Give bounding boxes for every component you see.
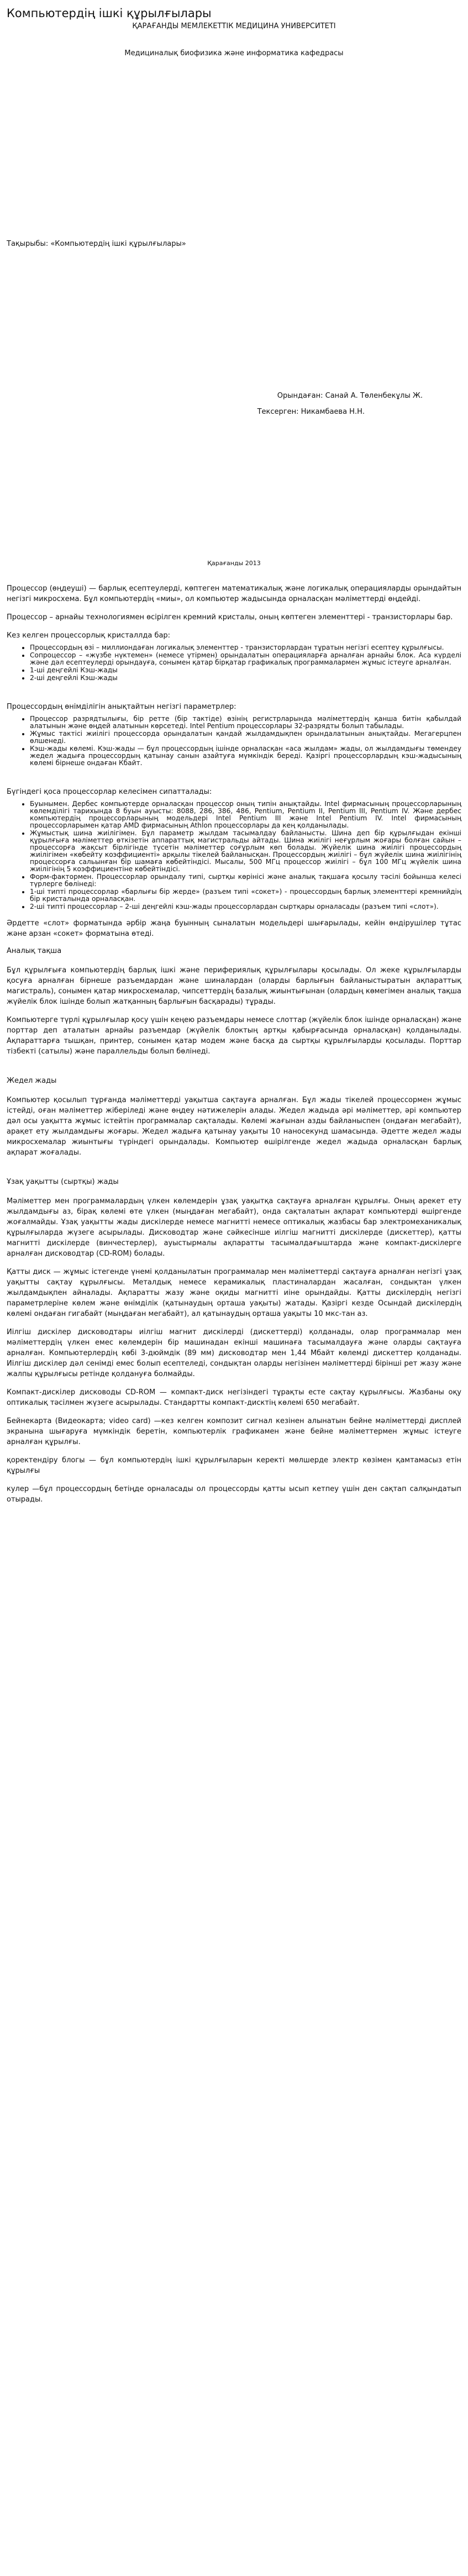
params-list xyxy=(7,715,461,767)
document-title: Компьютердің ішкі құрылғылары xyxy=(7,7,212,20)
intro-paragraph-1: Процессор (өңдеуші) — барлық есептеулерді, көптеген математикалық және логикалық операцияларды орындайтын негізгі микросхема. Бұл компьютердің «миы», ол компьютер жадысында орналасқан мәліметтерді өңдейді. xyxy=(7,584,461,603)
university-name: ҚАРАҒАНДЫ МЕМЛЕКЕТТІК МЕДИЦИНА УНИВЕРСИТЕТІ xyxy=(132,22,336,30)
author-block xyxy=(7,392,461,416)
list-item: • Жұмыс тактісі жиілігі процессорда орындалатын қандай жылдамдықпен орындалатынын анықтайды. Мегагерцпен өлшенеді. xyxy=(30,730,461,745)
list-item: • Сопроцессор – «жүзбе нүктемен» (немесе үтірмен) орындалатын операцияларға арналған арнайы блок. Аса күрделі және дәл есептеулерді орындауға, сонымен қатар бірқатар графикалық программалармен жұмыс істеуге арналған. xyxy=(30,652,461,666)
ram-paragraph-1: Компьютер қосылып тұрғанда мәліметтерді уақытша сақтауға арналған. Бұл жады тікелей процессормен жұмыс істейді, оған мәліметтер жіберіледі және өңдеу нәтижелерін алады. Жедел жадыда әрі мәліметтер, әрі компьютер дәл осы уақытта жұмыс істейтін программалар сақталады. Көлемі жағынан азды байланыспен (ондаған мегабайт), арақет ету жылдамдығы жоғары. Жедел жадыға қатынау уақыты 10 наносекунд шамасында. Әдетте жедел жады микросхемалар жиынтығы түріндегі орындалады. Компьютер өшірілгенде жедел жадыда орналасқан барлық ақпарат жоғалады. xyxy=(7,1096,461,1157)
ram-heading: Жедел жады xyxy=(7,1077,57,1085)
list-item: • 1-ші типті процессорлар «барлығы бір жерде» (разъем типі «сокет») - процессордың барлық элементтері кремнийдің бір кристалында орналасқан. xyxy=(30,888,461,903)
features-heading: Бүгіндегі қоса процессорлар келесімен сипатталады: xyxy=(7,788,212,796)
storage-paragraph-4: Компакт-дискілер дисководы CD-ROM — компакт-диск негізіндегі тұрақты есте сақтау құрылғысы. Жазбаны оқу оптикалық тәсілмен жүзеге асырылады. Стандартты компакт-дисктің көлемі 650 мегабайт. xyxy=(7,1388,461,1407)
intro-paragraph-2: Процессор – арнайы технологиямен өсірілген кремний кристалы, оның көптеген элементтері - транзисторлары бар. xyxy=(7,613,453,621)
params-heading: Процессордың өнімділігін анықтайтын негізгі параметрлер: xyxy=(7,703,236,711)
list-item: • Жұмыстық шина жиілігімен. Бұл параметр жылдам тасымалдау байланысты. Шина деп бір құрылғыдан екінші құрылғыға мәліметтер өткізетін аппараттық магистральды айтады. Шина жиілігі неғұрлым жоғары болған сайын – процессорға жақсыт бірлігінде түсетін мәліметтер соғұрлым көп болады. Жүйелік шина жиілігі процессордың жиілігімен «көбейту коэффициенті» арқылы тікелей байланысқан. Процессордың жиілігі – бұл жүйелік шина жиілігінің процессорға сальынған бір шамаға көбейтіндісі. Мысалы, 500 МГц процессор жиілігі – бұл 100 МГц жүйелік шина жиілігінің 5 коэффициентіне көбейтіндісі. xyxy=(30,830,461,873)
motherboard-paragraph-2: Компьютерге түрлі құрылғылар қосу үшін кеңею разъемдары немесе слоттар (жүйелік блок ішінде орналасқан) және порттар деп аталатын арнайы разъемдар (жүйелік блоктың артқы қабырғасында орналасқан) қолданылады. Ақпараттарға тышқан, принтер, сонымен қатар модем және басқа да сыртқы құрылғыларды қосылады. Порттар тізбекті (сатылы) және параллельды болып бөлінеді. xyxy=(7,1016,461,1056)
section-spacer xyxy=(7,1166,461,1178)
author-line: Орындаған: Санай А. Төленбекұлы Ж. xyxy=(277,392,423,400)
motherboard-paragraph-1: Бұл құрылғыға компьютердің барлық ішкі және перифериялық құрылғылары қосылады. Ол жеке құрылғыларды қосуға арналған бірнеше разъемдардан және шиналардан (оларды барлығын байланыстыратын ақпараттық магистраль), сонымен қатар микросхемалар, чипсеттердің базалық жиынтығынан (олардың көмегімен аналық тақша жүйелік блок ішінде болып жатқанның барлығын басқарады) тұрады. xyxy=(7,966,461,1006)
city-year: Қарағанды 2013 xyxy=(207,560,261,567)
crystal-list-heading: Кез келген процессорлық кристаллда бар: xyxy=(7,631,171,640)
topic-line: Тақырыбы: «Компьютердің ішкі құрылғылары» xyxy=(7,240,186,248)
storage-paragraph-1: Мәліметтер мен программалардың үлкен көлемдерін ұзақ уақытқа сақтауға арналған құрылғы. Оның арекет ету жылдамдығы аз, бірақ көлемі өте үлкен (мыңдаған мегабайт), онда сақталатын ақпарат компьютерді өшіргенде жоғалмайды. Ұзақ уақытты жады дискілерде немесе магнитті немесе оптикалық жазбасы бар электромеханикалық құрылғыларда жүзеге асырылады. Дисководтар және сәйкесінше иілгіш магнитті дискілерде (дискеттер), қатты магнитті дискілерде (винчестерлер), ауыстырмалы ақпаратты тасымалдағыштарда және компакт-дискілерге арналған дисководтар (CD-ROM) болады. xyxy=(7,1197,461,1258)
list-item: • Процессор разрядтылығы, бір ретте (бір тактіде) өзінің регистрларында мәліметтердің қанша битін қабылдай алатынын және өңдей алатынын көрсетеді. Intel Pentium процессорлары 32-разрядты болып табылады. xyxy=(30,715,461,730)
section-spacer xyxy=(7,1065,461,1077)
list-item: • 2-ші типті процессорлар – 2-ші деңгейлі кэш-жады процессорлардан сыртқары орналасады (разъем типі «слот»). xyxy=(30,903,461,910)
closing-note: Әрдетте «слот» форматында әрбір жаңа буынның сыналатын модельдері шығарылады, кейін өндірушілер тұтас және арзан «сокет» форматына өтеді. xyxy=(7,919,461,938)
crystal-list xyxy=(7,644,461,682)
motherboard-heading: Аналық тақша xyxy=(7,947,62,955)
department-name: Медициналық биофизика және информатика кафедрасы xyxy=(124,49,344,57)
storage-paragraph-3: Иілгіш дискілер дисководтары иілгіш магнит дискілерді (дискеттерді) қолданады, олар программалар мен мәліметтердің үлкен емес көлемдерін бір машинадан екінші машинаға тасымалдауға және оларды сақтауға арналған. Компьютерлердің көбі 3-дюймдік (89 мм) дисководтар мен 1,44 Мбайт көлемді дискеттер қолданады. Иілгіш дискілер дәл сенімді емес болып есептеледі, сондықтан оларды негізінен мәліметтерді бірінші рет жазу және жалпы құрылғысы ретінде қолдануға болмайды. xyxy=(7,1328,461,1378)
list-item: • 2-ші деңгейлі Кэш-жады xyxy=(30,675,461,682)
list-item: • Буынымен. Дербес компьютерде орналасқан процессор оның типін анықтайды. Intel фирмасының процессорларының көлемділігі тарихында 8 буын ауысты: 8088, 286, 386, 486, Pentium, Pentium II, Pentium III, Pentium IV. Және дербес компьютердің процессорларының модельдері Intel Pentium III және Intel Pentium IV. Intel фирмасының процессорларымен қатар AMD фирмасының Athlon процессорлары да кең қолданылады. xyxy=(30,800,461,829)
power-supply-paragraph: қоректендіру блогы — бұл компьютердің ішкі құрылғыларын керекті мөлшерде электр көзімен қамтамасыз етін құрылғы xyxy=(7,1456,461,1475)
list-item: • 1-ші деңгейлі Кэш-жады xyxy=(30,667,461,674)
storage-paragraph-2: Қатты диск — жұмыс істегенде үнемі қолданылатын программалар мен мәліметтерді сақтауға арналған негізгі ұзақ уақытты сақтау құрылғысы. Металдық немесе керамикалық пластиналардан жасалған, сондықтан үлкен жылдамдықпен айналады. Ақпаратты жазу және оқиды магнитті иіне орындайды. Қатты дискілердің негізгі параметрлеріне көлем және өнімділік (қатынаудың орташа уақыты) жатады. Қазіргі кезде Осындай дискілердің көлемі ондаған гигабайт (мыңдаған мегабайт), ал қатынаудың орташа уақыты 10 мкс-тан аз. xyxy=(7,1268,461,1318)
checker-line: Тексерген: Никамбаева Н.Н. xyxy=(257,408,365,416)
features-list xyxy=(7,800,461,910)
list-item: • Кэш-жады көлемі. Кэш-жады — бұл процессордың ішінде орналасқан «аса жылдам» жады, ол жылдамдығы төмендеу жедел жадыға процессордың қатынау санын азайтуға мүмкіндік береді. Қазіргі процессорлардың кэш-жадысының көлемі бірнеше ондаған Кбайт. xyxy=(30,745,461,767)
list-item: • Форм-фактормен. Процессорлар орындалу типі, сыртқы көрінісі және аналық тақшаға қосылу тәсілі бойынша келесі түрлерге бөлінеді: xyxy=(30,873,461,888)
list-item: • Процессордың өзі – миллиондаған логикалық элементтер - транзисторлардан тұратын негізгі есептеу құрылғысы. xyxy=(30,644,461,651)
storage-heading: Ұзақ уақытты (сыртқы) жады xyxy=(7,1178,119,1186)
cooler-paragraph: кулер —бұл процессордың бетіңде орналасады ол процессорды қатты ысып кетпеу үшін ден сақтап салқындатып отырады. xyxy=(7,1485,461,1504)
videocard-paragraph: Бейнекарта (Видеокарта; video card) —кез келген композит сигнал кезінен алынатын бейне мәліметтерді дисплей экранына шығаруға мүмкіндік беретін, компьютерлік графикамен және бейне мәліметтермен жұмыс істеуге арналған құрылғы. xyxy=(7,1417,461,1446)
